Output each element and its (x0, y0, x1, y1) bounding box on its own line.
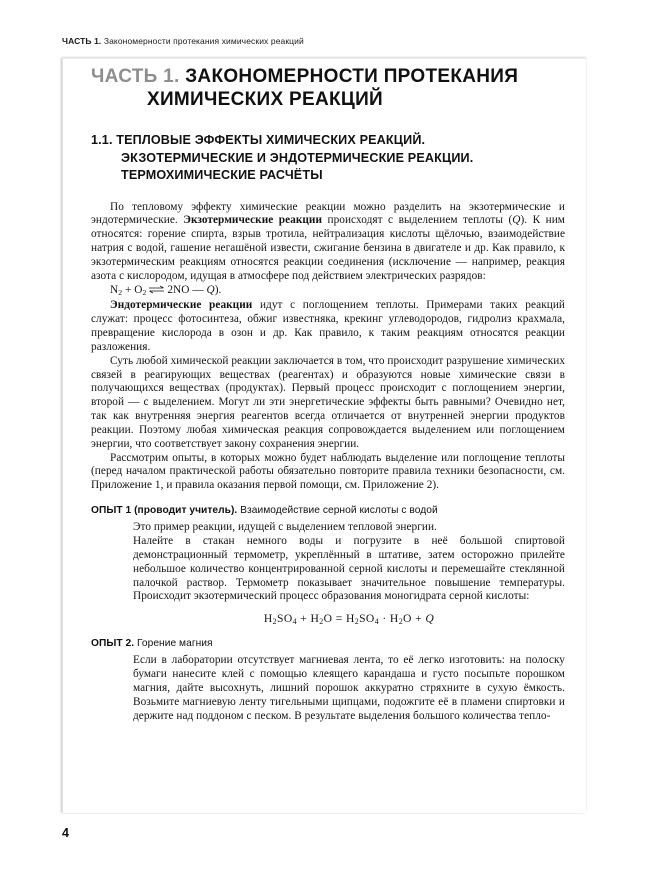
eq1-plus-2: + (411, 612, 426, 626)
part-title-line1: ЗАКОНОМЕРНОСТИ ПРОТЕКАНИЯ (185, 66, 519, 87)
section-title-number: 1.1. (91, 133, 113, 147)
eq1-h-sub: 2 (272, 617, 277, 627)
experiment-1-text-1: Это пример реакции, идущей с выделением тепловой энергии. (133, 521, 437, 534)
experiment-2-body (133, 649, 565, 723)
experiment-2-text-1: Если в лаборатории отсутствует магниевая лента, то её легко изготовить: на полоску бумаги нанесите клей с помощью клеящего карандаша и густо посыпьте порошком магния, дайте высохнуть, лишний порошок аккуратно стряхните в сухую ёмкость. Возьмите магниевую ленту тигельными щипцами, подожгите её в пламени спиртовки и держите над поддоном с песком. В результате выделения большого количества тепло- (133, 654, 565, 722)
eq1-h2o-o: O (323, 612, 333, 626)
eq-product: 2NO — (167, 283, 207, 296)
paragraph-reaction-essence: Суть любой химической реакции заключается в том, что происходит разрушение химических связей в реагирующих веществах (реагентах) и образуются новые химические связи в получающихся веществах (продуктах). Первый процесс происходит с поглощением энергии, второй — с выделением. Могут ли эти энергетические эффекты быть равными? Очевидно нет, так как внутренняя энергия реагентов всегда отличается от внутренней энергии продуктов реакции. Поэтому любая химическая реакция сопровождается выделением или поглощением энергии, что соответствует закону сохранения энергии. (91, 354, 566, 450)
running-header-part: ЧАСТЬ 1. (62, 36, 102, 46)
section-title-line2: ЭКЗОТЕРМИЧЕСКИЕ И ЭНДОТЕРМИЧЕСКИЕ РЕАКЦИИ. (121, 150, 474, 165)
eq1-h2o-o-2: O (403, 612, 412, 626)
paragraph-exothermic-intro: По тепловому эффекту химические реакции можно разделить на экзотермические и эндотермические. (91, 200, 565, 227)
eq1-h2o-sub-2: 2 (398, 617, 404, 627)
paragraph-endothermic-text: идут с поглощением теплоты. Примерами таких реакций служат: процесс фотосинтеза, обжиг известняка, крекинг углеводородов, гидролиз крахмала, превращение кислорода в озон и др. Как правило, к таким реакциям относятся реакции разложения. (91, 299, 565, 353)
experiment-1-label: ОПЫТ 1 (проводит учитель). (91, 505, 238, 517)
eq1-h-sub-2: 2 (354, 617, 360, 627)
eq-n-subscript: 2 (118, 287, 123, 297)
eq-closing: ). (214, 283, 222, 296)
experiment-2-label: ОПЫТ 2. (91, 638, 135, 650)
eq1-dot: · (379, 612, 390, 626)
symbol-q-heat: Q (512, 214, 521, 227)
eq1-equals: = (332, 612, 346, 626)
paragraph-exothermic-mid: происходят с выделением теплоты ( (322, 214, 513, 227)
experiment-1-title: Взаимодействие серной кислоты с водой (237, 505, 438, 517)
paragraph-endothermic (91, 299, 565, 354)
experiment-1-body (133, 516, 565, 626)
eq1-h-2: H (345, 612, 355, 626)
eq1-so: SO (276, 612, 293, 626)
experiment-2-title: Горение магния (134, 638, 213, 650)
part-title-line2: ХИМИЧЕСКИХ РЕАКЦИЙ (147, 89, 384, 110)
eq-n: N (110, 283, 119, 296)
eq1-so-sub: 4 (292, 617, 297, 627)
paragraph-exothermic (91, 201, 565, 284)
experiment-2-heading (91, 638, 565, 649)
section-title (91, 132, 565, 185)
page-number: 4 (62, 826, 69, 840)
term-endothermic-reactions: Эндотермические реакции (110, 299, 253, 312)
eq1-h: H (263, 612, 273, 626)
section-title-line3: ТЕРМОХИМИЧЕСКИЕ РАСЧЁТЫ (121, 168, 323, 182)
experiment-1-text-2: Налейте в стакан немного воды и погрузите в неё большой спиртовой демонстрационный термометр, укреплённый в штативе, затем осторожно прилейте небольшое количество концентрированной серной кислоты и перемешайте стеклянной палочкой раствор. Термометр показывает значительное повышение температуры. Происходит экзотермический процесс образования моногидрата серной кислоты: (133, 534, 565, 603)
term-exothermic-reactions: Экзотермические реакции (183, 214, 323, 227)
part-title-number: ЧАСТЬ 1. (91, 66, 180, 87)
eq1-h2o-h: H (310, 612, 320, 626)
reversible-arrow-icon (148, 285, 165, 294)
part-title (91, 62, 565, 111)
paragraph-experiments-intro: Рассмотрим опыты, в которых можно будет наблюдать выделение или поглощение теплоты (перед началом практической работы обязательно повторите правила техники безопасности, см. Приложение 1, и правила оказания первой помощи, см. Приложение 2). (91, 451, 565, 492)
experiment-1-heading (91, 505, 565, 516)
equation-sulfuric-acid-hydrate (133, 612, 565, 626)
section-title-first-row (91, 132, 565, 150)
eq1-so-sub-2: 4 (374, 617, 380, 627)
running-header-subject: Закономерности протекания химических реакций (103, 36, 304, 46)
eq1-h2o-h-2: H (389, 612, 399, 626)
eq1-so-2: SO (359, 612, 375, 626)
paragraph-exothermic-rest: ). К ним относятся: горение спирта, взрыв тротила, нейтрализация кислоты щёлочью, взаимодействие натрия с водой, гашение негашёной извести, сжигание бензина в двигателе и др. Как правило, к экзотермическим реакциям относятся реакции соединения (исключение — например, реакция азота с кислородом, идущая в атмосфере под действием электрических разрядов: (91, 214, 565, 282)
eq1-q: Q (425, 612, 435, 626)
eq-q-symbol: Q (206, 283, 215, 296)
eq1-h2o-sub: 2 (319, 617, 324, 627)
page-content (91, 62, 565, 723)
section-title-line1: ТЕПЛОВЫЕ ЭФФЕКТЫ ХИМИЧЕСКИХ РЕАКЦИЙ. (116, 133, 426, 147)
equation-nitrogen-oxygen (91, 284, 565, 300)
eq-o-subscript: 2 (142, 287, 147, 297)
running-header (62, 36, 582, 46)
eq-plus-o: + O (122, 283, 143, 296)
eq1-plus-1: + (296, 612, 311, 626)
